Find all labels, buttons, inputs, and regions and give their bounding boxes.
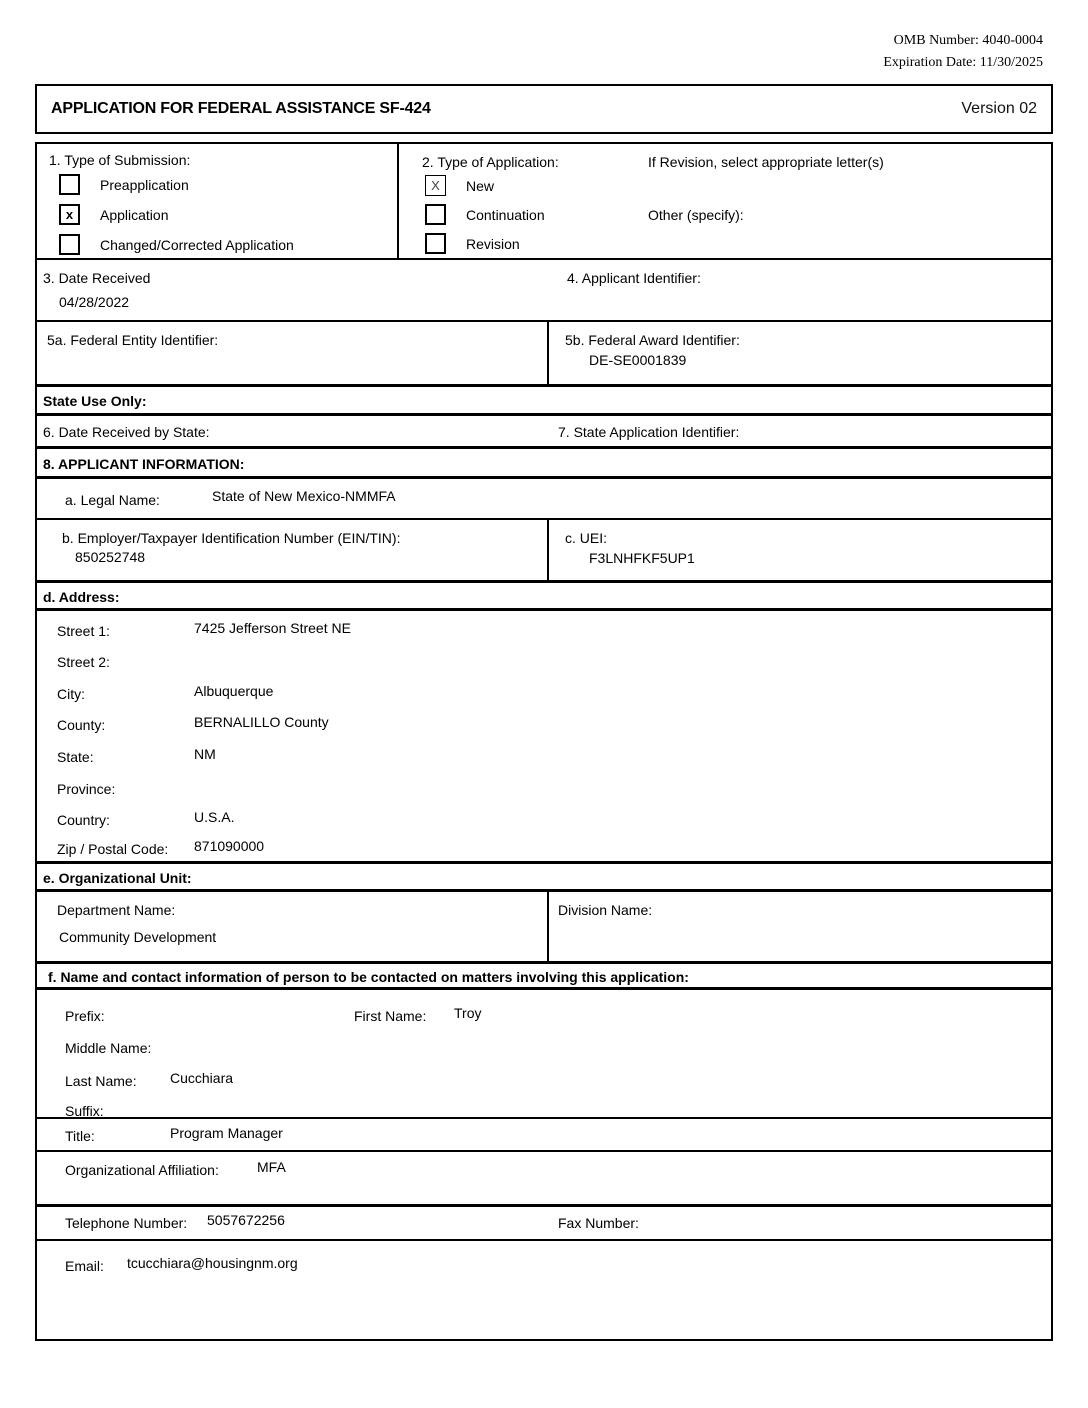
continuation-checkbox[interactable] (425, 204, 446, 225)
row-address-header (37, 580, 1051, 608)
page-title: APPLICATION FOR FEDERAL ASSISTANCE SF-424 (51, 100, 431, 117)
department-name-value[interactable]: Community Development (59, 929, 217, 945)
state-application-identifier-label: 7. State Application Identifier: (558, 424, 740, 440)
application-label: Application (100, 206, 169, 223)
type-of-application-label: 2. Type of Application: (422, 154, 559, 170)
street1-label: Street 1: (57, 623, 110, 639)
form-version: Version 02 (961, 100, 1037, 117)
telephone-number-value[interactable]: 5057672256 (207, 1212, 285, 1228)
state-label: State: (57, 749, 94, 765)
expiration-date: Expiration Date: 11/30/2025 (883, 55, 1043, 70)
revision-label: Revision (466, 235, 520, 252)
ein-cell (37, 520, 549, 580)
contact-name-block (37, 987, 1051, 1117)
ein-label: b. Employer/Taxpayer Identification Number (EIN/TIN): (62, 530, 401, 546)
new-checkbox[interactable]: X (425, 175, 446, 196)
last-name-value[interactable]: Cucchiara (170, 1070, 234, 1086)
type-of-application-cell (399, 144, 1051, 258)
omb-number: OMB Number: 4040-0004 (893, 33, 1043, 48)
first-name-value[interactable]: Troy (454, 1005, 482, 1021)
row-department-division (37, 889, 1051, 961)
row-state-use-only (37, 384, 1051, 413)
federal-award-identifier-label: 5b. Federal Award Identifier: (565, 332, 740, 348)
form-body (35, 142, 1053, 1341)
county-label: County: (57, 717, 106, 733)
federal-entity-identifier-label: 5a. Federal Entity Identifier: (47, 332, 219, 348)
date-received-label: 3. Date Received (43, 270, 151, 286)
province-label: Province: (57, 781, 116, 797)
suffix-label: Suffix: (65, 1103, 104, 1119)
option-revision (425, 233, 520, 254)
ein-value[interactable]: 850252748 (75, 549, 146, 565)
uei-label: c. UEI: (565, 530, 608, 546)
fax-number-label: Fax Number: (558, 1215, 639, 1231)
department-cell (37, 892, 549, 961)
revision-note-label: If Revision, select appropriate letter(s) (648, 154, 884, 170)
legal-name-label: a. Legal Name: (65, 492, 160, 508)
title-value[interactable]: Program Manager (170, 1125, 283, 1141)
address-block (37, 608, 1051, 861)
row-title (37, 1117, 1051, 1150)
row-email (37, 1239, 1051, 1339)
organizational-affiliation-value[interactable]: MFA (257, 1159, 286, 1175)
type-of-submission-label: 1. Type of Submission: (49, 152, 191, 168)
date-received-by-state-label: 6. Date Received by State: (43, 424, 210, 440)
organizational-unit-label: e. Organizational Unit: (43, 870, 192, 886)
new-label: New (466, 177, 495, 194)
applicant-identifier-label: 4. Applicant Identifier: (567, 270, 701, 286)
contact-header-label: f. Name and contact information of person to be contacted on matters involving this application: (48, 969, 689, 985)
row-organizational-unit-header (37, 861, 1051, 889)
option-preapplication (59, 174, 189, 195)
organizational-affiliation-label: Organizational Affiliation: (65, 1162, 219, 1178)
preapplication-label: Preapplication (100, 176, 189, 193)
row-state-received (37, 413, 1051, 446)
city-value[interactable]: Albuquerque (194, 683, 274, 699)
row-contact-header (37, 961, 1051, 987)
continuation-label: Continuation (466, 206, 545, 223)
revision-checkbox[interactable] (425, 233, 446, 254)
zip-label: Zip / Postal Code: (57, 841, 169, 857)
row-applicant-information-header (37, 446, 1051, 476)
type-of-submission-cell (37, 144, 399, 258)
federal-award-identifier-value[interactable]: DE-SE0001839 (589, 352, 687, 368)
federal-award-identifier-cell (549, 322, 1051, 384)
division-name-label: Division Name: (558, 902, 653, 918)
state-use-only-label: State Use Only: (43, 393, 147, 409)
street2-label: Street 2: (57, 654, 110, 670)
applicant-information-label: 8. APPLICANT INFORMATION: (43, 456, 245, 472)
email-label: Email: (65, 1258, 104, 1274)
prefix-label: Prefix: (65, 1008, 105, 1024)
department-name-label: Department Name: (57, 902, 176, 918)
changed-corrected-label: Changed/Corrected Application (100, 236, 294, 253)
country-label: Country: (57, 812, 110, 828)
other-specify-label: Other (specify): (648, 207, 744, 223)
email-value[interactable]: tcucchiara@housingnm.org (127, 1255, 298, 1271)
row-date-received (37, 258, 1051, 320)
row-federal-identifiers (37, 320, 1051, 384)
option-application (59, 204, 169, 225)
country-value[interactable]: U.S.A. (194, 809, 235, 825)
date-received-value[interactable]: 04/28/2022 (59, 294, 130, 310)
form-header (35, 84, 1053, 134)
street1-value[interactable]: 7425 Jefferson Street NE (194, 620, 351, 636)
city-label: City: (57, 686, 85, 702)
option-continuation (425, 204, 545, 225)
legal-name-value[interactable]: State of New Mexico-NMMFA (212, 488, 396, 504)
state-value[interactable]: NM (194, 746, 216, 762)
zip-value[interactable]: 871090000 (194, 838, 265, 854)
row-type-of-submission-application (37, 144, 1051, 258)
federal-entity-identifier-cell (37, 322, 549, 384)
option-new (425, 175, 494, 196)
division-cell (549, 892, 1051, 961)
telephone-number-label: Telephone Number: (65, 1215, 188, 1231)
uei-cell (549, 520, 1051, 580)
title-label: Title: (65, 1128, 95, 1144)
application-checkbox[interactable]: x (59, 204, 80, 225)
county-value[interactable]: BERNALILLO County (194, 714, 329, 730)
row-organizational-affiliation (37, 1150, 1051, 1204)
middle-name-label: Middle Name: (65, 1040, 152, 1056)
last-name-label: Last Name: (65, 1073, 137, 1089)
row-ein-uei (37, 518, 1051, 580)
row-legal-name (37, 476, 1051, 518)
preapplication-checkbox[interactable] (59, 174, 80, 195)
row-telephone-fax (37, 1204, 1051, 1239)
address-label: d. Address: (43, 589, 120, 605)
first-name-label: First Name: (354, 1008, 427, 1024)
uei-value[interactable]: F3LNHFKF5UP1 (589, 550, 695, 566)
option-changed-corrected (59, 234, 294, 255)
omb-block (883, 30, 1043, 74)
changed-corrected-checkbox[interactable] (59, 234, 80, 255)
